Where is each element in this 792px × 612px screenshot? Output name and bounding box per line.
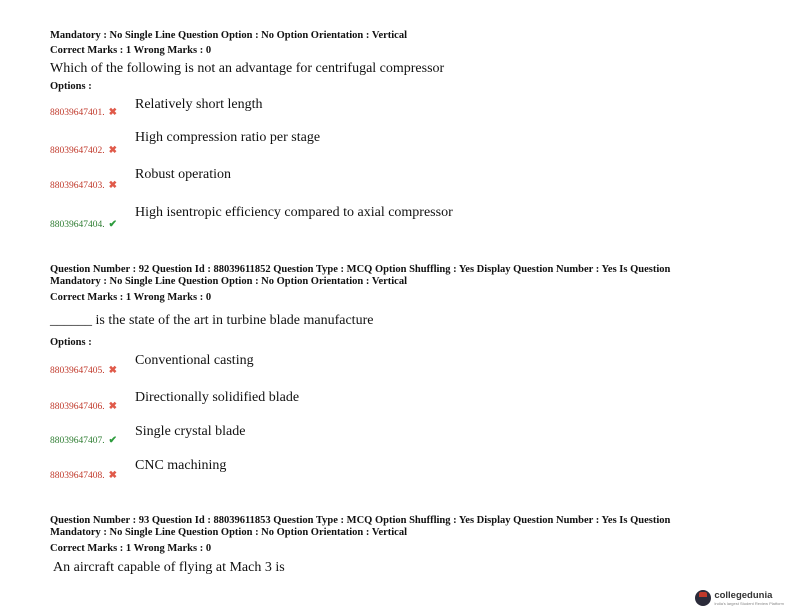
question-text: An aircraft capable of flying at Mach 3 is xyxy=(53,560,285,575)
option-text: Directionally solidified blade xyxy=(135,390,300,405)
option-text: Relatively short length xyxy=(135,97,263,112)
question-header: Question Number : 93 Question Id : 88039611853 Question Type : MCQ Option Shuffling : Yes Display Question Number : Yes Is Question xyxy=(50,515,671,526)
option-row xyxy=(50,102,117,120)
question-marks: Correct Marks : 1 Wrong Marks : 0 xyxy=(50,45,212,56)
graduate-cap-icon xyxy=(695,590,711,606)
collegedunia-logo xyxy=(695,590,784,606)
option-id: 88039647402. xyxy=(50,146,105,156)
question-text-body: is the state of the art in turbine blade manufacture xyxy=(92,313,374,328)
question-marks: Correct Marks : 1 Wrong Marks : 0 xyxy=(50,292,212,303)
option-id: 88039647407. xyxy=(50,436,105,446)
option-id: 88039647401. xyxy=(50,108,105,118)
option-text: Robust operation xyxy=(135,167,232,182)
option-row xyxy=(50,465,117,483)
option-text: Conventional casting xyxy=(135,353,254,368)
question-header: Question Number : 92 Question Id : 88039611852 Question Type : MCQ Option Shuffling : Yes Display Question Number : Yes Is Question xyxy=(50,264,671,275)
answer-blank: ______ xyxy=(50,313,92,328)
option-text: High isentropic efficiency compared to axial compressor xyxy=(135,205,453,220)
options-label: Options : xyxy=(50,337,92,348)
question-text xyxy=(50,313,373,329)
option-row xyxy=(50,140,117,158)
question-text: Which of the following is not an advantage for centrifugal compressor xyxy=(50,61,445,76)
option-id: 88039647404. xyxy=(50,220,105,230)
wrong-mark-icon: ✖ xyxy=(108,401,118,412)
option-id: 88039647403. xyxy=(50,181,105,191)
wrong-mark-icon: ✖ xyxy=(108,107,118,118)
option-text: High compression ratio per stage xyxy=(135,130,321,145)
logo-name: collegedunia xyxy=(714,590,773,601)
question-marks: Correct Marks : 1 Wrong Marks : 0 xyxy=(50,543,212,554)
option-row xyxy=(50,396,117,414)
question-mandatory-line: Mandatory : No Single Line Question Option : No Option Orientation : Vertical xyxy=(50,527,408,538)
option-row xyxy=(50,175,117,193)
wrong-mark-icon: ✖ xyxy=(108,145,118,156)
option-text: CNC machining xyxy=(135,458,227,473)
option-id: 88039647406. xyxy=(50,402,105,412)
option-id: 88039647408. xyxy=(50,471,105,481)
wrong-mark-icon: ✖ xyxy=(108,470,118,481)
option-row xyxy=(50,430,117,448)
correct-check-icon: ✔ xyxy=(108,435,118,446)
option-row xyxy=(50,360,117,378)
option-row xyxy=(50,214,117,232)
correct-check-icon: ✔ xyxy=(108,219,118,230)
wrong-mark-icon: ✖ xyxy=(108,365,118,376)
options-label: Options : xyxy=(50,81,92,92)
logo-tagline: India's largest Student Review Platform xyxy=(714,601,784,606)
wrong-mark-icon: ✖ xyxy=(108,180,118,191)
option-id: 88039647405. xyxy=(50,366,105,376)
question-mandatory-line: Mandatory : No Single Line Question Option : No Option Orientation : Vertical xyxy=(50,276,408,287)
question-mandatory-line: Mandatory : No Single Line Question Option : No Option Orientation : Vertical xyxy=(50,30,408,41)
option-text: Single crystal blade xyxy=(135,424,246,439)
